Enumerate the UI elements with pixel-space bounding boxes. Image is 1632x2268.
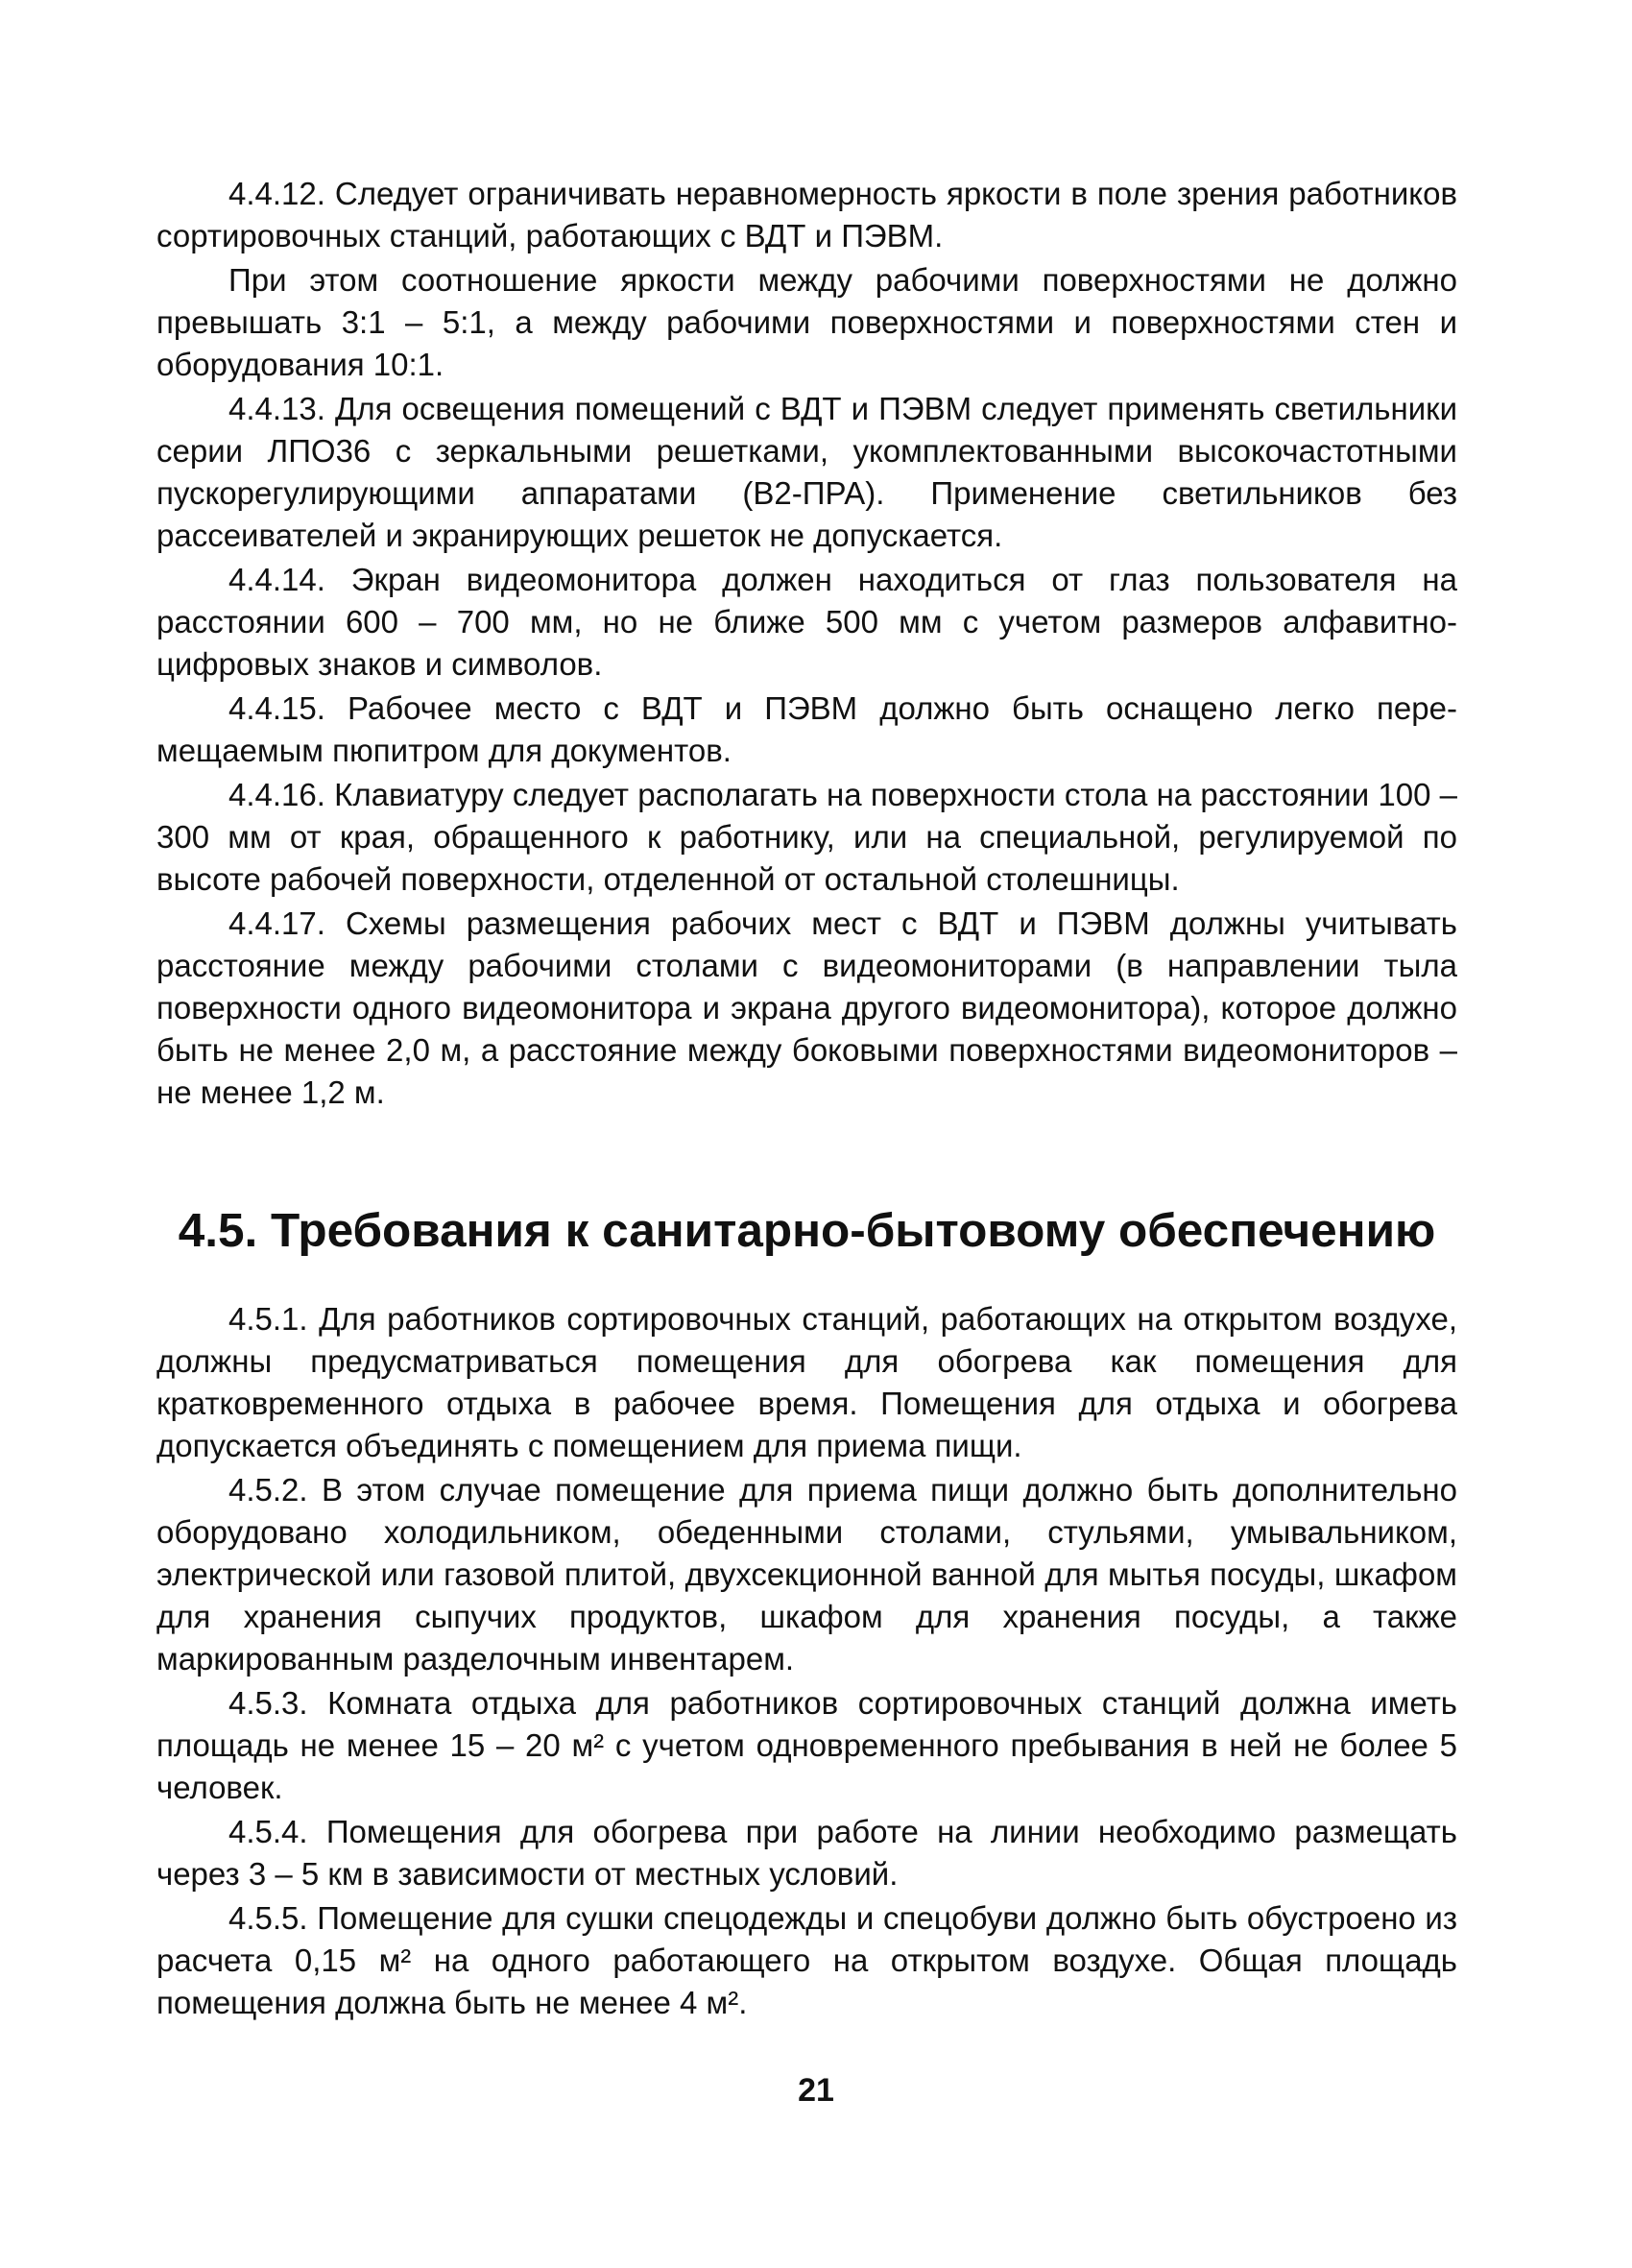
paragraph-4-5-1: 4.5.1. Для работников сортировочных станций, работающих на открытом воздухе, должны предусматриваться помещения для обогрева как помещения для кратковременного отдыха в рабочее время. Помещения для отдыха и обогрева допускается объединять с помещением для приема пищи. xyxy=(156,1301,1457,1463)
paragraph-brightness-ratio: При этом соотношение яркости между рабочими поверхностями не должно превышать 3:1 – 5:1, а между рабочими поверхностями и поверхностями стен и оборудования 10:1. xyxy=(156,262,1457,382)
paragraph-4-4-14: 4.4.14. Экран видеомонитора должен находиться от глаз пользователя на расстоянии 600 – 700 мм, но не ближе 500 мм с учетом размеров алфавитно-цифровых знаков и символов. xyxy=(156,562,1457,682)
paragraph-4-5-4: 4.5.4. Помещения для обогрева при работе на линии необходимо размещать через 3 – 5 км в зависимости от местных условий. xyxy=(156,1814,1457,1892)
paragraph-4-4-16: 4.4.16. Клавиатуру следует располагать на поверхности стола на расстоянии 100 – 300 мм от края, обращенного к работнику, или на специальной, регулируемой по высоте рабочей поверхности, отделенной от остальной столешницы. xyxy=(156,777,1457,897)
paragraph-4-4-12: 4.4.12. Следует ограничивать неравномерность яркости в поле зрения работников сортировочных станций, работающих с ВДТ и ПЭВМ. xyxy=(156,176,1457,253)
paragraph-4-4-13: 4.4.13. Для освещения помещений с ВДТ и ПЭВМ следует применять светильники серии ЛПО36 с зеркальными решетками, укомплектованными высокочастотными пускорегулирующими аппаратами (В2-ПРА). Применение светильников без рассеивателей и экранирующих решеток не допускается. xyxy=(156,391,1457,553)
document-page xyxy=(156,173,1457,2026)
paragraph-4-5-3: 4.5.3. Комната отдыха для работников сортировочных станций должна иметь площадь не менее 15 – 20 м² с учетом одновременного пребывания в ней не более 5 человек. xyxy=(156,1685,1457,1805)
paragraph-4-4-17: 4.4.17. Схемы размещения рабочих мест с ВДТ и ПЭВМ должны учитывать расстояние между рабочими столами с видеомониторами (в направлении тыла поверхности одного видеомонитора и экрана другого видеомонитора), которое должно быть не менее 2,0 м, а расстояние между боковыми поверхностями видеомониторов – не менее 1,2 м. xyxy=(156,905,1457,1110)
section-heading-4-5: 4.5. Требования к санитарно-бытовому обеспечению xyxy=(178,1204,1436,1257)
paragraph-4-5-5: 4.5.5. Помещение для сушки спецодежды и спецобуви должно быть обустроено из расчета 0,15 м² на одного работающего на открытом воздухе. Общая площадь помещения должна быть не менее 4 м². xyxy=(156,1900,1457,2020)
paragraph-4-5-2: 4.5.2. В этом случае помещение для приема пищи должно быть дополнительно оборудовано холодильником, обеденными столами, стульями, умывальником, электрической или газовой плитой, двухсекционной ванной для мытья посуды, шкафом для хранения сыпучих продуктов, шкафом для хранения посуды, а также маркированным разделочным инвентарем. xyxy=(156,1472,1457,1677)
page-number: 21 xyxy=(798,2072,834,2109)
paragraph-4-4-15: 4.4.15. Рабочее место с ВДТ и ПЭВМ должно быть оснащено легко перемещаемым пюпитром для документов. xyxy=(156,690,1457,768)
